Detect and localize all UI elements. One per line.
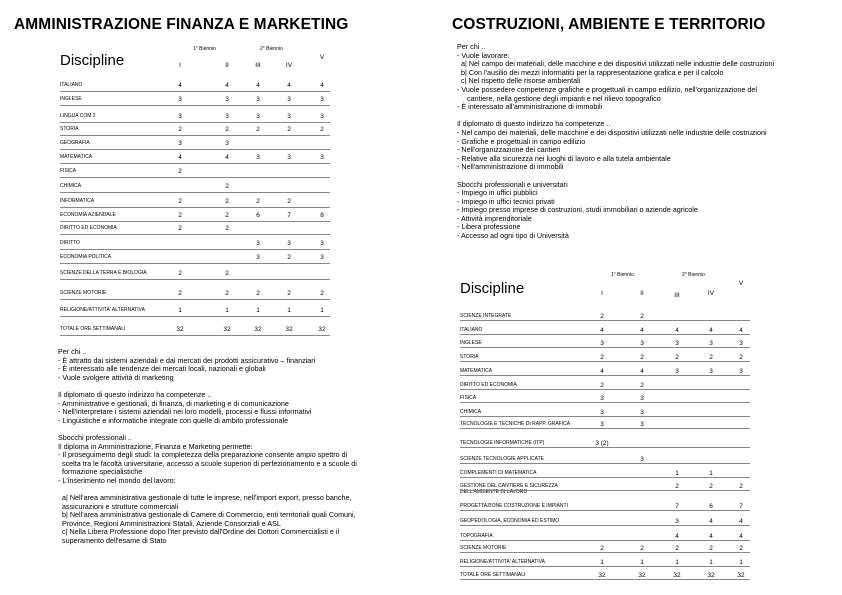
left-hours-cell: 3 [178,96,182,103]
left-text-line: scelta tra le facoltà universitarie, accesso a scuole superiori di perfezionamento e a scuole di [58,458,357,468]
right-hours-cell: 2 [640,545,644,552]
left-hours-cell: 3 [256,96,260,103]
right-subject-label: COMPLEMENTI DI MATEMATICA [460,470,537,476]
left-hours-cell: 2 [178,290,182,297]
left-text-line: Il diploma in Amministrazione, Finanza e Marketing permette: [58,441,253,451]
right-hours-cell: 3 [640,409,644,416]
right-hours-cell: 4 [739,518,743,525]
left-subject-label: DIRITTO [60,240,80,246]
left-hours-cell: 3 [225,113,229,120]
right-page-title: COSTRUZIONI, AMBIENTE E TERRITORIO [452,16,766,33]
left-subject-label: ITALIANO [60,82,83,88]
left-hours-cell: 3 [256,254,260,261]
right-year-2: II [640,290,644,297]
left-row-divider [60,192,330,193]
right-subject-label: SCIENZE MOTORIE [460,545,507,551]
right-subject-label: DIRITTO ED ECONOMIA [460,382,517,388]
left-hours-cell: 3 [256,240,260,247]
right-text-line: cantiere, nella gestione degli impianti e nel rilievo topografico [457,93,661,103]
right-hours-cell: 3 [640,456,644,463]
left-hours-cell: 4 [178,154,182,161]
left-hours-cell: 1 [178,307,182,314]
right-hours-cell: 2 [675,483,679,490]
right-text-line: b| Con l'ausilio dei mezzi informatici per la rappresentazione grafica e per il calcolo [457,67,724,77]
right-text-line: - Vuole possedere competenze grafiche e progettuali in campo edilizio, nell'organizzazione del [457,84,757,94]
right-biennio-2-label: 2° Biennio [682,272,705,278]
right-hours-cell: 1 [739,559,743,566]
left-text-line: - Amministrative e gestionali, di finanza, di marketing e di comunicazione [58,398,289,408]
left-hours-cell: 4 [178,82,182,89]
left-subject-label: SCIENZE MOTORIE [60,290,107,296]
left-biennio-1-label: 1° Biennio [193,46,216,52]
left-subject-label: ECONOMIA AZIENDALE [60,212,116,218]
left-discipline-header: Discipline [60,52,125,69]
left-subject-label: ECONOMIA POLITICA [60,254,112,260]
right-text-line: c| Nel rispetto delle risorse ambientali [457,76,581,86]
right-hours-cell: 3 [675,340,679,347]
left-hours-cell: 2 [178,270,182,277]
right-hours-cell: 4 [709,518,713,525]
left-text-line: - È interessato alle tendenze dei mercati locali, nazionali e globali [58,364,266,374]
left-subject-label: SCIENZE DELLA TERRA E BIOLOGIA [60,270,147,276]
left-hours-cell: 2 [225,212,229,219]
right-text-line: - Grafiche e progettuali in campo edilizio [457,136,586,146]
right-text-line: - Libera professione [457,222,521,232]
right-hours-cell: 1 [675,470,679,477]
right-subject-label: STORIA [460,354,479,360]
left-hours-cell: 2 [225,290,229,297]
right-subject-label: GESTIONE DEL CANTIERE E SICUREZZA DELL'AMBIENTE DI LAVORO [460,483,558,495]
right-subject-label: TOPOGRAFIA [460,533,493,539]
right-row-divider [460,416,750,417]
right-hours-cell: 3 [739,340,743,347]
left-hours-cell: 2 [178,168,182,175]
right-text-line: - Attività imprenditoriale [457,213,532,223]
right-subject-label: SCIENZE INTEGRATE [460,313,512,319]
left-hours-cell: 32 [318,326,326,333]
right-text-line: Sbocchi professionali e universitari [457,179,568,189]
left-hours-cell: 7 [287,212,291,219]
right-subject-label: ITALIANO [460,327,483,333]
left-hours-cell: 8 [320,212,324,219]
left-hours-cell: 3 [287,113,291,120]
left-subject-label: TOTALE ORE SETTIMANALI [60,326,126,332]
left-text-line: Province, Regioni Amministrazioni Statali, Aziende Consorziali e ASL [58,518,281,528]
right-hours-cell: 1 [600,559,604,566]
left-biennio-2-label: 2° Biennio [260,46,283,52]
left-subject-label: RELIGIONE/ATTIVITA' ALTERNATIVA [60,307,145,313]
right-text-line: a| Nel campo dei materiali, delle macchine e dei dispositivi utilizzati nelle industrie delle costruzioni [457,59,775,69]
right-row-divider [460,552,750,553]
left-text-line: - Il proseguimento degli studi: la completezza della preparazione consente ampio spettro di [58,450,348,460]
right-text-line: - Vuole lavorare: [457,50,510,60]
right-text-line: - Impiego presso imprese di costruzioni, studi immobiliari o aziende agricole [457,205,698,215]
right-text-line: Per chi .. [457,42,486,51]
right-hours-cell: 2 [640,382,644,389]
right-row-divider [460,361,750,362]
left-hours-cell: 2 [287,126,291,133]
right-hours-cell: 3 [640,340,644,347]
right-hours-cell: 2 [600,354,604,361]
right-hours-cell: 3 [709,368,713,375]
right-subject-label: TECNOLOGIE INFORMATICHE (ITP) [460,440,545,446]
left-hours-cell: 4 [320,82,324,89]
left-row-divider [60,177,330,178]
right-hours-cell: 2 [739,483,743,490]
left-hours-cell: 3 [256,154,260,161]
left-hours-cell: 6 [256,212,260,219]
right-subject-label: INGLESE [460,340,482,346]
left-subject-label: INFORMATICA [60,198,95,204]
left-hours-cell: 3 [320,113,324,120]
right-hours-cell: 4 [640,327,644,334]
right-subject-label: SCIENZE TECNOLOGIE APPLICATE [460,456,545,462]
left-text-line: - Linguistiche e informatiche integrate con quelle di ambito professionale [58,415,289,425]
right-row-divider [460,447,750,448]
left-hours-cell: 1 [320,307,324,314]
left-hours-cell: 3 [287,154,291,161]
right-row-divider [460,402,750,403]
left-hours-cell: 32 [254,326,262,333]
left-row-divider [60,279,330,280]
left-row-divider [60,122,330,123]
right-hours-cell: 2 [739,354,743,361]
left-subject-label: FISICA [60,168,77,174]
left-hours-cell: 3 [320,96,324,103]
right-text-line: Il diplomato di questo indirizzo ha competenze .. [457,119,611,129]
right-subject-label: GEOPEDOLOGIA, ECONOMIA ED ESTIMO [460,518,560,524]
left-text-line: - Nell'interpretare i sistemi aziendali nei loro modelli, processi e flussi informativi [58,407,312,417]
left-hours-cell: 4 [256,82,260,89]
right-hours-cell: 2 [600,545,604,552]
right-hours-cell: 2 [675,545,679,552]
right-hours-cell: 2 [675,354,679,361]
left-text-line: b| Nell'area amministrativa gestionale di Camere di Commercio, enti territoriali quali Comuni, [58,510,356,520]
left-subject-label: STORIA [60,126,79,132]
right-subject-label: CHIMICA [460,409,482,415]
right-row-divider [460,510,750,511]
right-hours-cell: 1 [640,559,644,566]
right-hours-cell: 2 [709,354,713,361]
right-hours-cell: 4 [709,327,713,334]
right-subject-label: MATEMATICA [460,368,493,374]
left-hours-cell: 2 [320,290,324,297]
right-hours-cell: 3 (2) [595,440,609,447]
right-row-divider [460,463,750,464]
right-hours-cell: 3 [675,518,679,525]
left-row-divider [60,249,330,250]
right-hours-cell: 6 [709,503,713,510]
right-row-divider [460,428,750,429]
left-subject-label: DIRITTO ED ECONOMIA [60,225,117,231]
left-row-divider [60,263,330,264]
right-hours-cell: 2 [709,483,713,490]
left-hours-cell: 2 [225,270,229,277]
left-row-divider [60,316,330,317]
left-row-divider [60,105,330,106]
right-hours-cell: 3 [640,421,644,428]
right-text-line: - Nell'organizzazione dei cantieri [457,145,561,155]
right-hours-cell: 32 [598,572,606,579]
right-text-line: - È interessato all'amministrazione di immobili [457,102,603,112]
left-hours-cell: 4 [225,82,229,89]
left-text-line: - Vuole svolgere attività di marketing [58,372,174,382]
left-year-1: I [179,62,181,69]
right-hours-cell: 32 [707,572,715,579]
right-subject-label: TECNOLOGIE E TECNICHE DI RAPP. GRAFICA [460,421,571,427]
right-year-1: I [601,290,603,297]
left-hours-cell: 2 [225,198,229,205]
right-biennio-1-label: 1° Biennio [611,272,634,278]
left-hours-cell: 2 [256,290,260,297]
left-row-divider [60,207,330,208]
right-subject-label: FISICA [460,395,477,401]
left-subject-label: INGLESE [60,96,82,102]
right-hours-cell: 4 [600,368,604,375]
right-hours-cell: 2 [600,313,604,320]
left-hours-cell: 3 [178,113,182,120]
left-row-divider [60,299,330,300]
right-hours-cell: 2 [600,382,604,389]
left-text-line: a| Nell'area amministrativa gestionale di tutte le imprese, nell'import export, presso banche, [58,493,352,503]
left-hours-cell: 3 [320,154,324,161]
left-subject-label: GEOGRAFIA [60,140,90,146]
left-hours-cell: 1 [287,307,291,314]
left-row-divider [60,234,330,235]
right-text-line: - Nel campo dei materiali, delle macchine e dei dispositivi utilizzati nelle industrie delle costruzioni [457,127,767,137]
right-hours-cell: 4 [709,533,713,540]
right-hours-cell: 32 [737,572,745,579]
right-hours-cell: 3 [600,340,604,347]
left-row-divider [60,335,330,336]
right-row-divider [460,490,750,491]
left-hours-cell: 2 [320,126,324,133]
right-row-divider [460,320,750,321]
right-row-divider [460,347,750,348]
right-hours-cell: 1 [709,559,713,566]
right-hours-cell: 3 [640,395,644,402]
right-hours-cell: 32 [638,572,646,579]
left-hours-cell: 3 [287,240,291,247]
right-hours-cell: 2 [640,354,644,361]
right-hours-cell: 4 [640,368,644,375]
left-page-title: AMMINISTRAZIONE FINANZA E MARKETING [14,16,349,33]
right-text-line: - Impiego in uffici pubblici [457,188,538,198]
left-hours-cell: 2 [178,225,182,232]
left-row-divider [60,91,330,92]
right-hours-cell: 3 [600,395,604,402]
right-hours-cell: 3 [739,368,743,375]
right-hours-cell: 7 [675,503,679,510]
left-hours-cell: 2 [287,290,291,297]
left-hours-cell: 4 [287,82,291,89]
left-text-line: Sbocchi professionali .. [58,432,132,442]
left-hours-cell: 3 [320,240,324,247]
left-hours-cell: 2 [225,126,229,133]
right-hours-cell: 4 [675,327,679,334]
right-hours-cell: 4 [739,533,743,540]
right-subject-label: RELIGIONE/ATTIVITA' ALTERNATIVA [460,559,545,565]
left-row-divider [60,135,330,136]
right-hours-cell: 3 [709,340,713,347]
left-hours-cell: 1 [256,307,260,314]
right-hours-cell: 3 [600,421,604,428]
left-row-divider [60,163,330,164]
left-year-3: III [255,62,261,69]
right-description-text [457,43,774,241]
left-hours-cell: 3 [256,113,260,120]
right-discipline-header: Discipline [460,280,525,297]
left-row-divider [60,149,330,150]
left-hours-cell: 2 [256,126,260,133]
left-hours-cell: 3 [320,254,324,261]
left-hours-cell: 2 [287,198,291,205]
left-year-5: V [319,54,325,61]
right-year-3: III [674,292,680,299]
right-row-divider [460,579,750,580]
left-text-line: formazione specialistiche [58,467,143,477]
right-text-line: - Relative alla sicurezza nei luoghi di lavoro e alla tutela ambientale [457,153,671,163]
right-hours-cell: 1 [675,559,679,566]
left-hours-cell: 2 [287,254,291,261]
left-hours-cell: 3 [225,140,229,147]
right-year-5: V [738,280,744,287]
left-text-line: assicurazioni e strutture commerciali [58,501,179,511]
right-row-divider [460,540,750,541]
left-text-line: Il diplomato di questo indirizzo ha competenze .. [58,389,212,399]
left-year-2: II [225,62,229,69]
right-row-divider [460,566,750,567]
left-year-4: IV [285,62,293,69]
right-hours-cell: 7 [739,503,743,510]
left-description-text [58,348,357,546]
right-hours-cell: 4 [675,533,679,540]
right-hours-cell: 1 [709,470,713,477]
right-text-line: - Accesso ad ogni tipo di Università [457,231,569,241]
left-hours-cell: 3 [178,140,182,147]
right-subject-label: TOTALE ORE SETTIMANALI [460,572,526,578]
left-hours-cell: 32 [285,326,293,333]
left-hours-cell: 32 [176,326,184,333]
left-hours-cell: 2 [225,225,229,232]
left-text-line: Per chi .. [58,347,87,356]
right-hours-cell: 2 [739,545,743,552]
right-hours-cell: 2 [640,313,644,320]
right-hours-cell: 2 [709,545,713,552]
left-text-line: - È attratto dai sistemi aziendali e dai mercati dei prodotti assicurativo – finanziari [58,355,316,365]
right-row-divider [460,389,750,390]
right-row-divider [460,477,750,478]
left-subject-label: MATEMATICA [60,154,93,160]
left-hours-cell: 2 [225,183,229,190]
left-hours-cell: 2 [178,126,182,133]
left-hours-cell: 2 [256,198,260,205]
left-hours-cell: 4 [225,154,229,161]
left-hours-cell: 3 [225,96,229,103]
right-row-divider [460,375,750,376]
left-subject-label: LINGUA COM.2 [60,113,96,119]
right-hours-cell: 32 [673,572,681,579]
right-year-4: IV [707,290,715,297]
right-hours-cell: 4 [739,327,743,334]
left-text-line: c| Nella Libera Professione dopo l'iter previsto dall'Ordine dei Dottori Commercialisti e il [58,527,340,537]
right-hours-cell: 3 [675,368,679,375]
right-hours-cell: 4 [600,327,604,334]
right-text-line: - Nell'amministrazione di immobili [457,162,564,172]
left-hours-cell: 3 [287,96,291,103]
left-hours-cell: 2 [178,212,182,219]
left-subject-label: CHIMICA [60,183,82,189]
right-row-divider [460,525,750,526]
right-text-line: - Impiego in uffici tecnici privati [457,196,555,206]
left-hours-cell: 32 [223,326,231,333]
left-text-line: superamento dell'esame di Stato [58,536,167,546]
left-text-line: - L'inserimento nel mondo del lavoro: [58,475,176,485]
left-hours-cell: 2 [178,198,182,205]
right-hours-cell: 3 [600,409,604,416]
right-subject-label: PROGETTAZIONE COSTRUZIONE E IMPIANTI [460,503,568,509]
left-row-divider [60,221,330,222]
right-row-divider [460,334,750,335]
left-hours-cell: 1 [225,307,229,314]
